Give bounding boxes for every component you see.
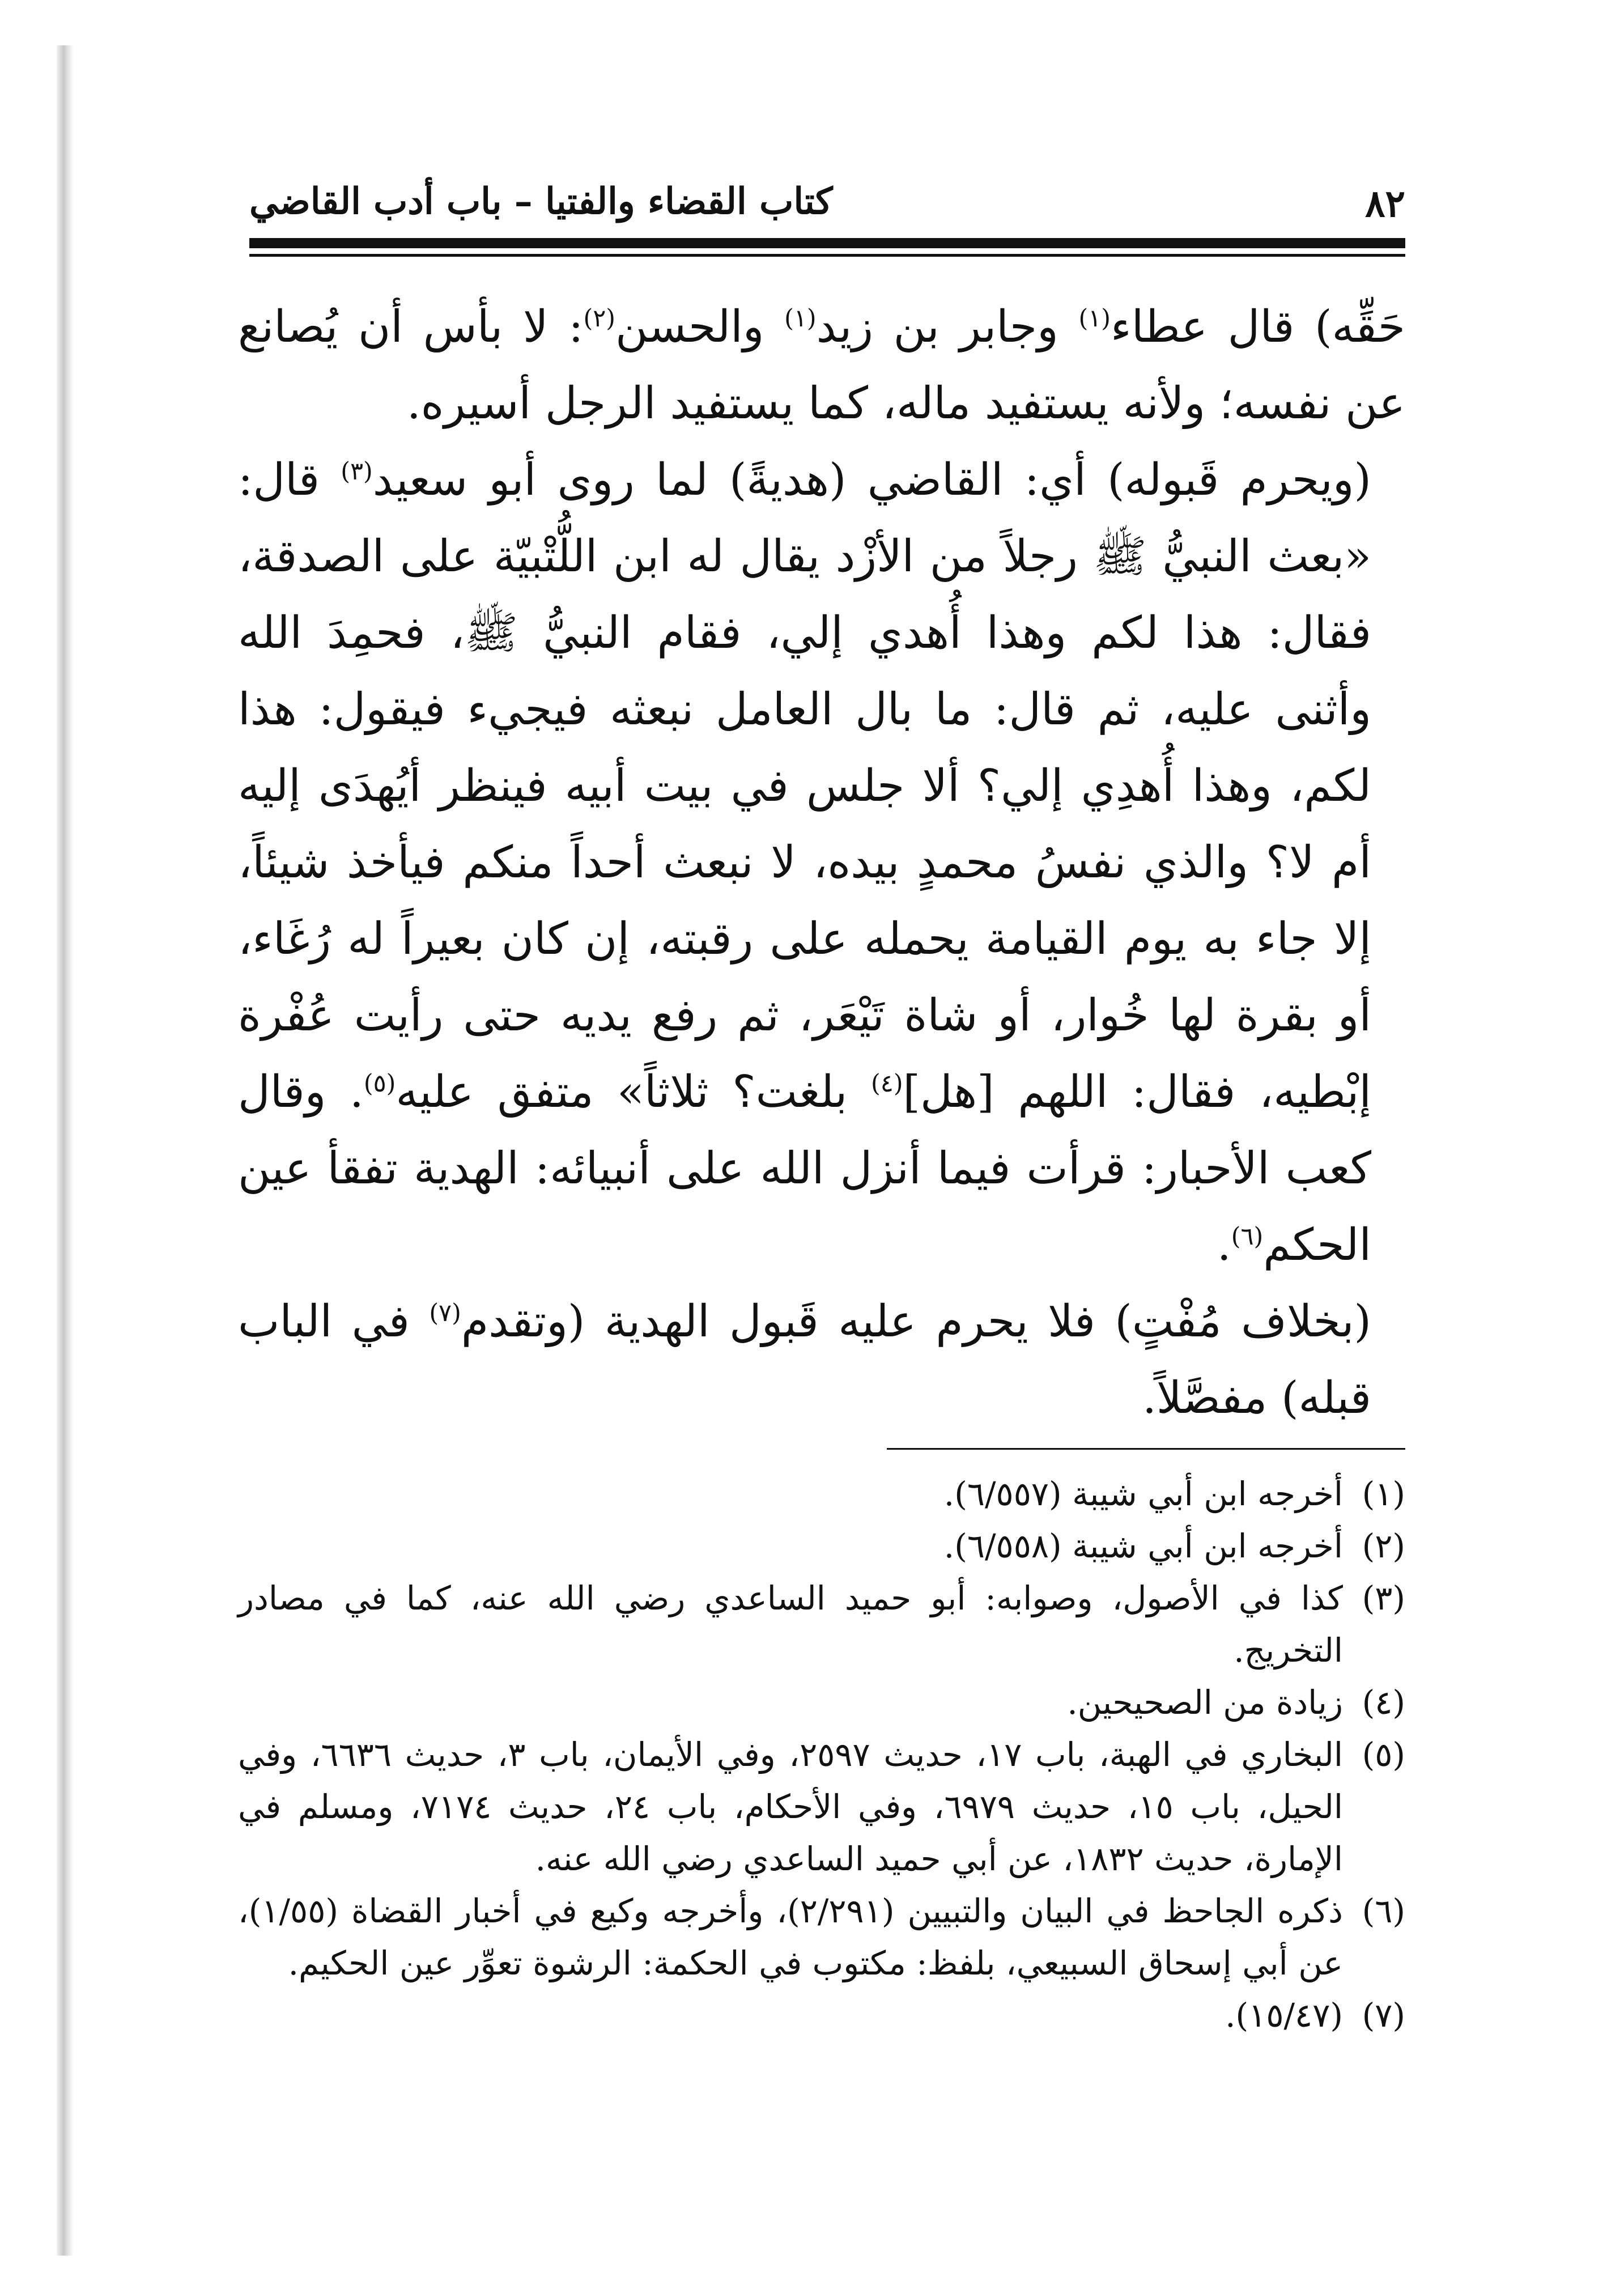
paragraph-3 xyxy=(238,1284,1405,1437)
footnote-number: (٦) xyxy=(1362,1892,1405,1930)
page-number: ٨٢ xyxy=(1365,181,1405,226)
footnote-number: (٧) xyxy=(1362,1996,1405,2035)
footnote-ref[interactable]: (١) xyxy=(1078,304,1111,333)
text-run: حَقِّه) قال عطاء xyxy=(1111,302,1406,353)
footnote-ref[interactable]: (٢) xyxy=(583,304,616,333)
footnote-item xyxy=(238,1468,1405,1520)
footnote-text: ذكره الجاحظ في البيان والتبيين (٢/٢٩١)، وأخرجه وكيع في أخبار القضاة (١/٥٥)، عن أبي إسحاق السبيعي، بلفظ: مكتوب في الحكمة: الرشوة تعوِّر عين الحكيم. xyxy=(238,1892,1343,1982)
paragraph-1 xyxy=(238,289,1405,442)
footnote-number: (٥) xyxy=(1362,1735,1405,1774)
scan-binding-shadow xyxy=(57,45,74,2256)
footnote-ref[interactable]: (٧) xyxy=(429,1299,461,1327)
footnote-ref[interactable]: (٣) xyxy=(341,457,373,486)
footnote-separator xyxy=(887,1448,1405,1450)
running-title: كتاب القضاء والفتيا – باب أدب القاضي xyxy=(249,180,833,223)
footnote-number: (٢) xyxy=(1362,1527,1405,1565)
footnote-text: أخرجه ابن أبي شيبة (٦/٥٥٧). xyxy=(943,1475,1343,1513)
footnote-text: زيادة من الصحيحين. xyxy=(1067,1683,1343,1722)
paragraph-2 xyxy=(238,442,1405,1284)
footnote-text: البخاري في الهبة، باب ١٧، حديث ٢٥٩٧، وفي الأيمان، باب ٣، حديث ٦٦٣٦، وفي الحيل، باب ١٥، حديث ٦٩٧٩، وفي الأحكام، باب ٢٤، حديث ٧١٧٤، ومسلم في الإمارة، حديث ١٨٣٢، عن أبي حميد الساعدي رضي الله عنه. xyxy=(238,1735,1343,1878)
text-run: في الباب قبله) مفصَّلاً. xyxy=(238,1296,1371,1424)
text-run: (بخلاف مُفْتٍ) فلا يحرم عليه قَبول الهدية (وتقدم xyxy=(461,1296,1371,1347)
footnote-text: أخرجه ابن أبي شيبة (٦/٥٥٨). xyxy=(943,1527,1343,1565)
footnote-number: (٤) xyxy=(1362,1683,1405,1722)
header-rule-thick xyxy=(249,238,1405,248)
footnote-item xyxy=(238,1572,1405,1676)
text-run: . وقال كعب الأحبار: قرأت فيما أنزل الله على أنبيائه: الهدية تفقأ عين الحكم xyxy=(238,1067,1371,1271)
main-text xyxy=(238,289,1405,1437)
page-header xyxy=(249,170,1405,238)
text-run: . xyxy=(1217,1220,1231,1271)
text-run: وجابر بن زيد xyxy=(816,302,1079,353)
footnote-number: (٣) xyxy=(1362,1579,1405,1617)
text-run: : لا بأس أن يُصانع عن نفسه؛ ولأنه يستفيد ماله، كما يستفيد الرجل أسيره. xyxy=(238,302,1405,429)
text-run: (ويحرم قَبوله) أي: القاضي (هديةً) لما روى أبو سعيد xyxy=(372,455,1371,506)
footnote-item xyxy=(238,1729,1405,1885)
footnote-ref[interactable]: (٥) xyxy=(363,1069,396,1098)
footnote-item xyxy=(238,1676,1405,1729)
footnote-item xyxy=(238,1885,1405,1989)
footnote-item xyxy=(238,1989,1405,2041)
footnotes xyxy=(238,1468,1405,2041)
text-run: قال: «بعث النبيُّ ﷺ رجلاً من الأزْد يقال له ابن اللُّتْبيّة على الصدقة، فقال: هذا لكم وهذا أُهدي إلي، فقام النبيُّ ﷺ، فحمِدَ الله وأثنى عليه، ثم قال: ما بال العامل نبعثه فيجيء فيقول: هذا لكم، وهذا أُهدِي إلي؟ ألا جلس في بيت أبيه فينظر أيُهدَى إليه أم لا؟ والذي نفسُ محمدٍ بيده، لا نبعث أحداً منكم فيأخذ شيئاً، إلا جاء به يوم القيامة يحمله على رقبته، إن كان بعيراً له رُغَاء، أو بقرة لها خُوار، أو شاة تَيْعَر، ثم رفع يديه حتى رأيت عُفْرة إبْطيه، فقال: اللهم [هل] xyxy=(238,455,1371,1118)
footnote-text: (١٥/٤٧). xyxy=(1225,1996,1343,2035)
footnote-item xyxy=(238,1520,1405,1572)
header-rule-thin xyxy=(249,254,1405,257)
text-run: والحسن xyxy=(615,302,785,353)
footnote-ref[interactable]: (٤) xyxy=(871,1069,903,1098)
footnote-ref[interactable]: (١) xyxy=(784,304,817,333)
footnote-text: كذا في الأصول، وصوابه: أبو حميد الساعدي رضي الله عنه، كما في مصادر التخريج. xyxy=(238,1579,1343,1670)
footnote-ref[interactable]: (٦) xyxy=(1231,1222,1264,1251)
footnote-number: (١) xyxy=(1362,1475,1405,1513)
text-run: بلغت؟ ثلاثاً» متفق عليه xyxy=(396,1067,871,1118)
